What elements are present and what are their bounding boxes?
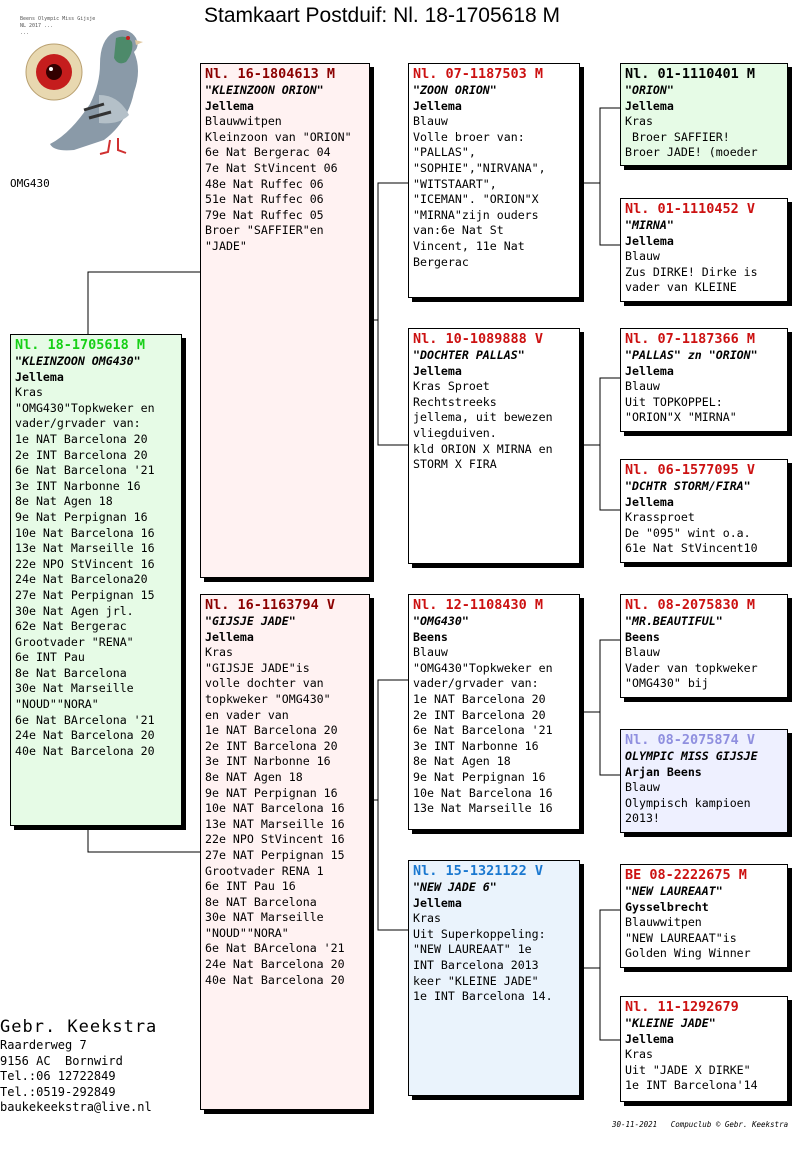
fmf-line: Uit TOPKOPPEL:	[625, 394, 723, 409]
mff-owner: Beens	[625, 629, 660, 644]
photo-caption-1: Beens Olympic Miss Gijsje	[20, 16, 96, 22]
mm-line: 1e INT Barcelona 14.	[413, 989, 553, 1004]
mm-owner: Jellema	[413, 895, 462, 910]
ggp-ffm-card[interactable]	[620, 198, 788, 302]
mmm-name: "KLEINE JADE"	[625, 1016, 716, 1030]
mf-ring: Nl. 12-1108430 M	[413, 597, 544, 613]
mfm-ring: Nl. 08-2075874 V	[625, 732, 756, 748]
mf-line: vader/grvader van:	[413, 676, 539, 691]
subject-line: 40e Nat Barcelona 20	[15, 743, 155, 758]
subject-line: 30e Nat Agen jrl.	[15, 603, 134, 618]
subject-line: 8e Nat Barcelona	[15, 665, 127, 680]
fff-owner: Jellema	[625, 98, 674, 113]
mmm-line: Uit "JADE X DIRKE"	[625, 1062, 751, 1077]
mmf-ring: BE 08-2222675 M	[625, 867, 747, 883]
subject-line: 30e Nat Marseille	[15, 681, 134, 696]
mfm-line: Blauw	[625, 780, 660, 795]
mother-line: 6e Nat BArcelona '21	[205, 941, 345, 956]
father-line: 7e Nat StVincent 06	[205, 160, 338, 175]
mother-line: 6e INT Pau 16	[205, 879, 296, 894]
ggp-fmf-card[interactable]	[620, 328, 788, 432]
mother-line: 8e NAT Barcelona	[205, 894, 317, 909]
ff-line: "SOPHIE","NIRVANA",	[413, 160, 546, 175]
subject-line: 9e Nat Perpignan 16	[15, 509, 148, 524]
mother-line: 22e NPO StVincent 16	[205, 832, 345, 847]
mfm-name: OLYMPIC MISS GIJSJE	[625, 749, 758, 763]
mm-line: "NEW LAUREAAT" 1e	[413, 942, 532, 957]
mother-line: "GIJSJE JADE"is	[205, 660, 310, 675]
mmf-owner: Gysselbrecht	[625, 899, 709, 914]
fmf-ring: Nl. 07-1187366 M	[625, 331, 756, 347]
mother-line: volle dochter van	[205, 676, 324, 691]
mother-line: 2e INT Barcelona 20	[205, 738, 338, 753]
ff-ring: Nl. 07-1187503 M	[413, 66, 544, 82]
grandmother-maternal-card[interactable]	[408, 860, 580, 1096]
father-line: 79e Nat Ruffec 05	[205, 207, 324, 222]
mmm-ring: Nl. 11-1292679	[625, 999, 739, 1015]
subject-line: 24e Nat Barcelona 20	[15, 728, 155, 743]
ff-line: Vincent, 11e Nat	[413, 238, 525, 253]
mmm-owner: Jellema	[625, 1031, 674, 1046]
subject-line: 6e Nat Barcelona '21	[15, 463, 155, 478]
ffm-line: Blauw	[625, 249, 660, 264]
subject-line: 8e Nat Agen 18	[15, 494, 113, 509]
ggp-mmf-card[interactable]	[620, 864, 788, 968]
ff-name: "ZOON ORION"	[413, 83, 497, 97]
subject-line: 27e Nat Perpignan 15	[15, 587, 155, 602]
mf-owner: Beens	[413, 629, 448, 644]
ff-line: "WITSTAART",	[413, 176, 497, 191]
ggp-mff-card[interactable]	[620, 594, 788, 698]
mf-line: 2e INT Barcelona 20	[413, 707, 546, 722]
subject-line: 6e Nat BArcelona '21	[15, 712, 155, 727]
fff-line: Broer JADE! (moeder	[625, 145, 758, 160]
father-owner: Jellema	[205, 98, 254, 113]
fm-line: STORM X FIRA	[413, 457, 497, 472]
fm-line: Kras Sproet	[413, 379, 490, 394]
subject-line: "NOUD""NORA"	[15, 697, 99, 712]
mff-line: Vader van topkweker	[625, 660, 758, 675]
fmf-owner: Jellema	[625, 363, 674, 378]
ff-line: van:6e Nat St	[413, 223, 504, 238]
mother-line: 3e INT Narbonne 16	[205, 754, 331, 769]
mf-line: 8e Nat Agen 18	[413, 754, 511, 769]
photo-caption-2: NL 2017 ...	[20, 23, 54, 29]
father-card[interactable]	[200, 63, 370, 578]
subject-line: Kras	[15, 385, 43, 400]
mmm-line: Kras	[625, 1047, 653, 1062]
fm-name: "DOCHTER PALLAS"	[413, 348, 525, 362]
fff-ring: Nl. 01-1110401 M	[625, 66, 756, 82]
subject-line: Grootvader "RENA"	[15, 634, 134, 649]
fm-owner: Jellema	[413, 363, 462, 378]
mf-line: "OMG430"Topkweker en	[413, 660, 553, 675]
fmf-line: Blauw	[625, 379, 660, 394]
subject-card[interactable]	[10, 334, 182, 826]
grandfather-paternal-card[interactable]	[408, 63, 580, 298]
mother-line: 40e Nat Barcelona 20	[205, 972, 345, 987]
fmf-line: "ORION"X "MIRNA"	[625, 410, 737, 425]
mother-card[interactable]	[200, 594, 370, 1110]
mm-line: Kras	[413, 911, 441, 926]
ff-line: "MIRNA"zijn ouders	[413, 207, 539, 222]
mff-line: Blauw	[625, 645, 660, 660]
fm-ring: Nl. 10-1089888 V	[413, 331, 544, 347]
subject-line: 13e Nat Marseille 16	[15, 541, 155, 556]
page-title: Stamkaart Postduif: Nl. 18-1705618 M	[204, 4, 561, 27]
ff-line: Blauw	[413, 114, 448, 129]
fmm-line: Krassproet	[625, 510, 695, 525]
mmf-line: Blauwwitpen	[625, 915, 702, 930]
footer: 30-11-2021 Compuclub © Gebr. Keekstra	[612, 1120, 789, 1129]
mother-line: 1e NAT Barcelona 20	[205, 723, 338, 738]
ff-line: "PALLAS",	[413, 145, 476, 160]
mother-line: 13e NAT Marseille 16	[205, 816, 345, 831]
fmm-name: "DCHTR STORM/FIRA"	[625, 479, 751, 493]
mother-name: "GIJSJE JADE"	[205, 614, 296, 628]
mother-line: Grootvader RENA 1	[205, 863, 324, 878]
mother-line: en vader van	[205, 707, 289, 722]
mother-line: Kras	[205, 645, 233, 660]
ff-line: "ICEMAN". "ORION"X	[413, 192, 539, 207]
mf-line: 9e Nat Perpignan 16	[413, 769, 546, 784]
subject-line: 3e INT Narbonne 16	[15, 478, 141, 493]
ff-line: Volle broer van:	[413, 129, 525, 144]
mfm-line: 2013!	[625, 811, 660, 826]
breeder-name: Gebr. Keekstra	[0, 1017, 158, 1037]
subject-line: 62e Nat Bergerac	[15, 619, 127, 634]
breeder-address: Raarderweg 7	[0, 1038, 87, 1052]
father-line: Broer "SAFFIER"en	[205, 223, 324, 238]
father-line: Blauwwitpen	[205, 114, 282, 129]
father-line: 6e Nat Bergerac 04	[205, 145, 331, 160]
mother-line: 8e NAT Agen 18	[205, 769, 303, 784]
mmf-name: "NEW LAUREAAT"	[625, 884, 723, 898]
mf-line: 6e Nat Barcelona '21	[413, 723, 553, 738]
mother-line: 30e NAT Marseille	[205, 910, 324, 925]
fff-name: "ORION"	[625, 83, 674, 97]
father-line: 51e Nat Ruffec 06	[205, 192, 324, 207]
ff-owner: Jellema	[413, 98, 462, 113]
mf-line: 1e NAT Barcelona 20	[413, 691, 546, 706]
mf-line: 3e INT Narbonne 16	[413, 738, 539, 753]
mother-owner: Jellema	[205, 629, 254, 644]
fff-line: Broer SAFFIER!	[625, 129, 730, 144]
mf-line: 13e Nat Marseille 16	[413, 801, 553, 816]
fmm-ring: Nl. 06-1577095 V	[625, 462, 756, 478]
subject-owner: Jellema	[15, 369, 64, 384]
grandfather-maternal-card[interactable]	[408, 594, 580, 830]
fmm-line: 61e Nat StVincent10	[625, 541, 758, 556]
mother-line: "NOUD""NORA"	[205, 925, 289, 940]
mfm-line: Olympisch kampioen	[625, 795, 751, 810]
mff-line: "OMG430" bij	[625, 676, 709, 691]
father-ring: Nl. 16-1804613 M	[205, 66, 336, 82]
mf-line: Blauw	[413, 645, 448, 660]
mother-line: topkweker "OMG430"	[205, 691, 331, 706]
mother-line: 9e NAT Perpignan 16	[205, 785, 338, 800]
ggp-mmm-card[interactable]	[620, 996, 788, 1102]
breeder-info	[0, 1016, 157, 1116]
photo-code: OMG430	[10, 177, 50, 190]
subject-line: "OMG430"Topkweker en	[15, 400, 155, 415]
subject-line: 24e Nat Barcelona20	[15, 572, 148, 587]
grandmother-paternal-card[interactable]	[408, 328, 580, 564]
mfm-owner: Arjan Beens	[625, 764, 702, 779]
ggp-fff-card[interactable]	[620, 63, 788, 166]
mmm-line: 1e INT Barcelona'14	[625, 1078, 758, 1093]
ffm-line: vader van KLEINE	[625, 280, 737, 295]
mm-line: keer "KLEINE JADE"	[413, 973, 539, 988]
father-line: Kleinzoon van "ORION"	[205, 129, 352, 144]
fm-line: Rechtstreeks	[413, 394, 497, 409]
breeder-tel1: Tel.:06 12722849	[0, 1069, 116, 1083]
breeder-tel2: Tel.:0519-292849	[0, 1084, 116, 1099]
subject-ring: Nl. 18-1705618 M	[15, 337, 146, 353]
mmf-line: Golden Wing Winner	[625, 946, 751, 961]
mff-name: "MR.BEAUTIFUL"	[625, 614, 723, 628]
photo-caption-3: ...	[20, 30, 30, 36]
subject-line: 2e INT Barcelona 20	[15, 447, 148, 462]
subject-line: 22e NPO StVincent 16	[15, 556, 155, 571]
mm-line: INT Barcelona 2013	[413, 957, 539, 972]
ffm-ring: Nl. 01-1110452 V	[625, 201, 756, 217]
mm-line: Uit Superkoppeling:	[413, 926, 546, 941]
fmm-owner: Jellema	[625, 494, 674, 509]
breeder-email[interactable]: baukekeekstra@live.nl	[0, 1100, 152, 1114]
mm-name: "NEW JADE 6"	[413, 880, 497, 894]
fm-line: vliegduiven.	[413, 425, 497, 440]
mother-line: 27e NAT Perpignan 15	[205, 847, 345, 862]
breeder-city: 9156 AC Bornwird	[0, 1053, 123, 1068]
ggp-mfm-card[interactable]	[620, 729, 788, 833]
fmf-name: "PALLAS" zn "ORION"	[625, 348, 758, 362]
ffm-line: Zus DIRKE! Dirke is	[625, 264, 758, 279]
subject-line: 6e INT Pau	[15, 650, 85, 665]
mother-line: 10e NAT Barcelona 16	[205, 801, 345, 816]
mother-ring: Nl. 16-1163794 V	[205, 597, 336, 613]
fmm-line: De "095" wint o.a.	[625, 525, 751, 540]
ff-line: Bergerac	[413, 254, 469, 269]
subject-line: 10e Nat Barcelona 16	[15, 525, 155, 540]
mmf-line: "NEW LAUREAAT"is	[625, 930, 737, 945]
subject-line: 1e NAT Barcelona 20	[15, 431, 148, 446]
mf-line: 10e Nat Barcelona 16	[413, 785, 553, 800]
mff-ring: Nl. 08-2075830 M	[625, 597, 756, 613]
fm-line: jellema, uit bewezen	[413, 410, 553, 425]
mf-name: "OMG430"	[413, 614, 469, 628]
subject-line: vader/grvader van:	[15, 416, 141, 431]
father-line: "JADE"	[205, 238, 247, 253]
mm-ring: Nl. 15-1321122 V	[413, 863, 544, 879]
fm-line: kld ORION X MIRNA en	[413, 441, 553, 456]
fff-line: Kras	[625, 114, 653, 129]
ffm-name: "MIRNA"	[625, 218, 674, 232]
mother-line: 24e Nat Barcelona 20	[205, 957, 345, 972]
ffm-owner: Jellema	[625, 233, 674, 248]
father-name: "KLEINZOON ORION"	[205, 83, 324, 97]
subject-name: "KLEINZOON OMG430"	[15, 354, 141, 368]
ggp-fmm-card[interactable]	[620, 459, 788, 563]
father-line: 48e Nat Ruffec 06	[205, 176, 324, 191]
